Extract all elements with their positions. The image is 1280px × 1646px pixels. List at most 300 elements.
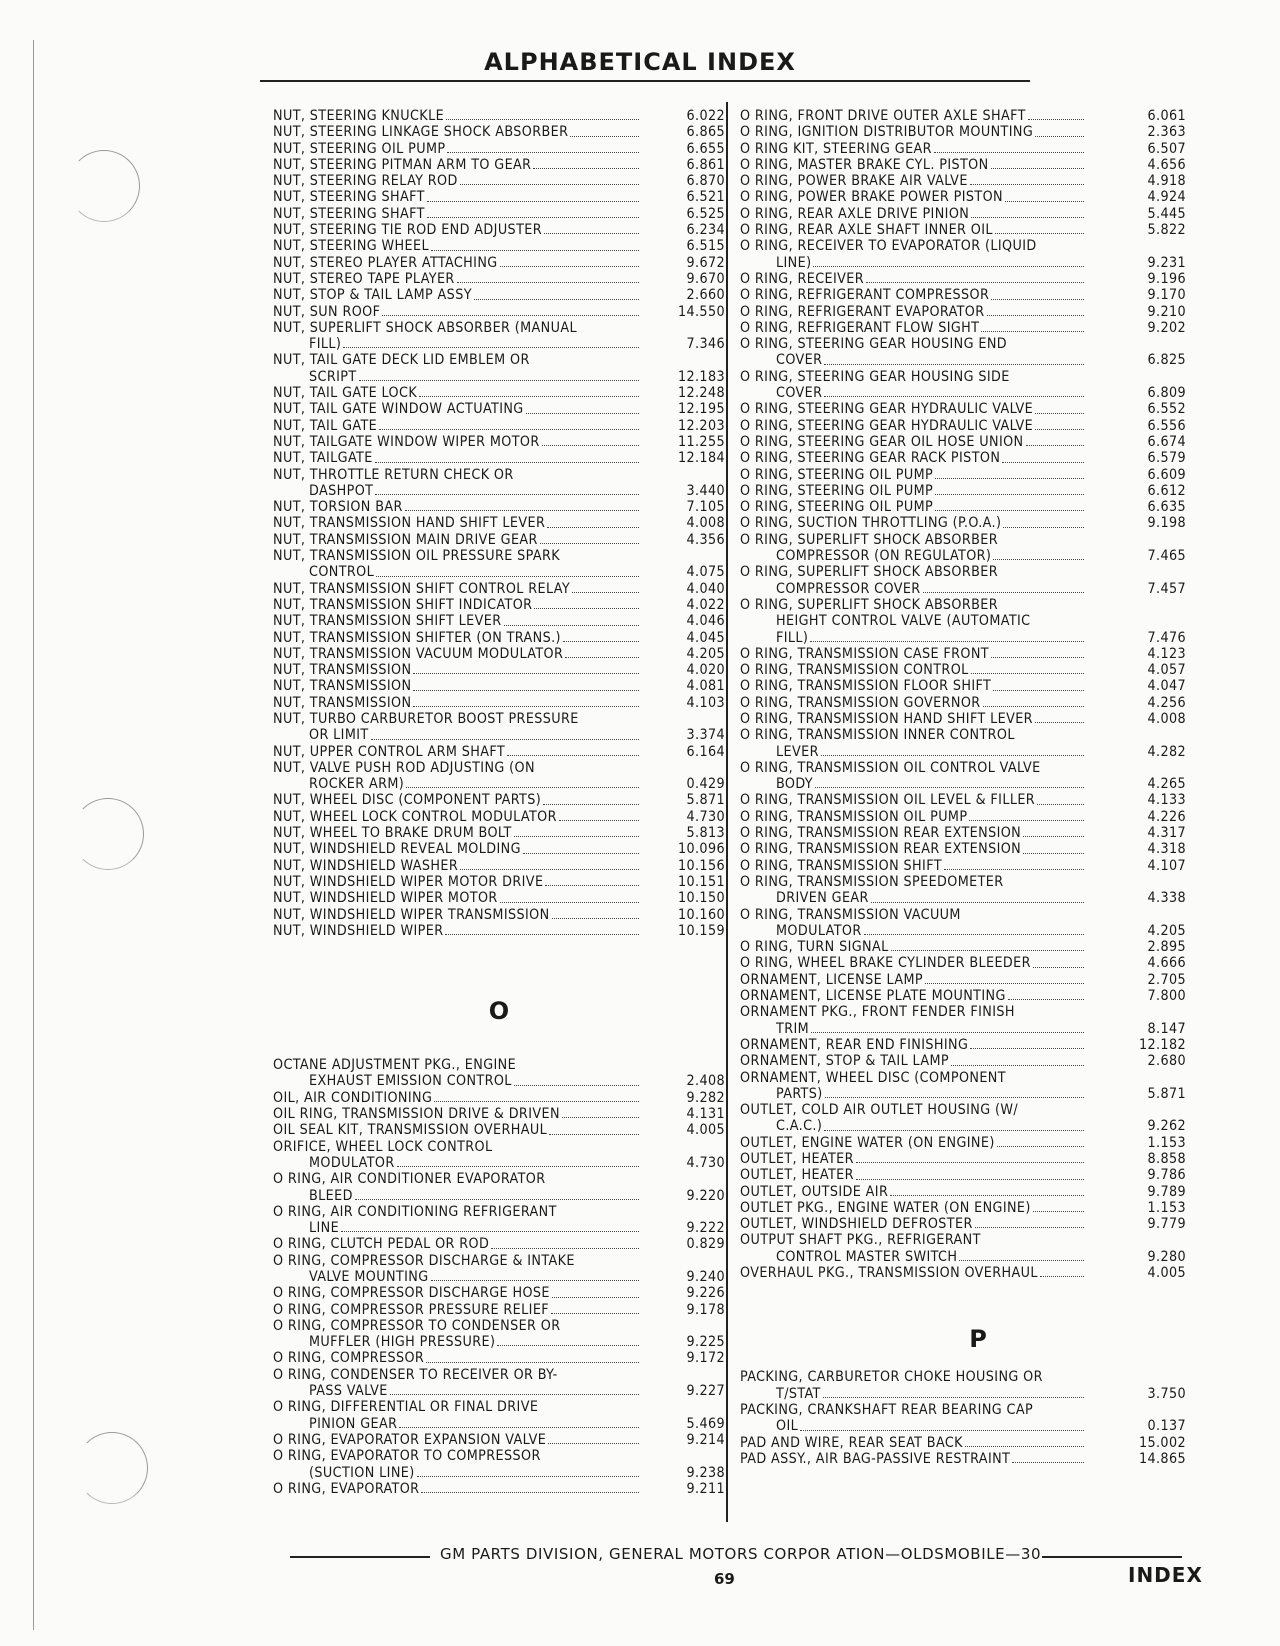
index-entry (273, 548, 725, 581)
section-letter-o: O (488, 997, 510, 1026)
index-entry (273, 1367, 725, 1400)
index-entry (273, 597, 725, 613)
index-entry (273, 923, 725, 939)
dot-leader (991, 657, 1084, 658)
entry-page-number: 4.107 (1147, 857, 1186, 874)
entry-text: SCRIPT (309, 368, 357, 385)
dot-leader (1008, 999, 1084, 1000)
entry-text: O RING, DIFFERENTIAL OR FINAL DRIVE (273, 1399, 539, 1416)
entry-text: NUT, TRANSMISSION HAND SHIFT LEVER (273, 515, 546, 532)
entry-text: O RING, REFRIGERANT FLOW SIGHT (740, 319, 980, 336)
index-entry (740, 564, 1186, 597)
dot-leader (987, 315, 1084, 316)
entry-page-number: 4.338 (1147, 890, 1186, 907)
dot-leader (371, 739, 639, 740)
dot-leader (427, 217, 639, 218)
entry-page-number: 4.005 (1147, 1265, 1186, 1282)
dot-leader (474, 299, 639, 300)
entry-text: ORNAMENT, LICENSE LAMP (740, 971, 923, 988)
index-entry (273, 678, 725, 694)
index-entry (273, 157, 725, 173)
entry-text: NUT, TORSION BAR (273, 499, 403, 516)
dot-leader (1035, 136, 1084, 137)
index-entry (273, 1204, 725, 1237)
dot-leader (1026, 445, 1085, 446)
entry-page-number: 6.612 (1147, 482, 1186, 499)
entry-text: O RING, STEERING OIL PUMP (740, 482, 934, 499)
entry-text: O RING, RECEIVER (740, 270, 865, 287)
entry-text: O RING, EVAPORATOR TO COMPRESSOR (273, 1448, 541, 1465)
entry-page-number: 7.800 (1147, 988, 1186, 1005)
index-entry (740, 418, 1186, 434)
entry-text: NUT, WINDSHIELD REVEAL MOLDING (273, 841, 521, 858)
entry-text: O RING, SUPERLIFT SHOCK ABSORBER (740, 564, 998, 581)
index-group-o-continued (740, 108, 1186, 1281)
section-letter-p: P (969, 1325, 987, 1354)
entry-text: NUT, STEREO PLAYER ATTACHING (273, 254, 498, 271)
entry-page-number: 8.858 (1147, 1151, 1186, 1167)
index-entry (740, 825, 1186, 841)
index-entry (740, 222, 1186, 238)
dot-leader (540, 543, 639, 544)
entry-text: NUT, TAILGATE WINDOW WIPER MOTOR (273, 433, 540, 450)
entry-page-number: 9.227 (686, 1383, 725, 1400)
index-entry (740, 858, 1186, 874)
entry-text: NUT, TAIL GATE LOCK (273, 385, 418, 402)
entry-page-number: 4.205 (1147, 922, 1186, 939)
entry-text: NUT, TAIL GATE WINDOW ACTUATING (273, 401, 524, 418)
entry-text: ORNAMENT, WHEEL DISC (COMPONENT (740, 1069, 1006, 1086)
entry-text: MODULATOR (309, 1154, 395, 1171)
entry-page-number: 12.195 (677, 401, 725, 418)
entry-page-number: 4.730 (686, 1154, 725, 1171)
index-entry (740, 678, 1186, 694)
entry-text: O RING, AIR CONDITIONING REFRIGERANT (273, 1203, 557, 1220)
entry-page-number: 4.022 (686, 596, 725, 613)
entry-text: O RING, SUPERLIFT SHOCK ABSORBER (740, 596, 998, 613)
entry-page-number: 2.660 (686, 287, 725, 304)
dot-leader (405, 510, 639, 511)
entry-page-number: 6.861 (686, 156, 725, 173)
dot-leader (825, 1097, 1084, 1098)
entry-text: PACKING, CRANKSHAFT REAR BEARING CAP (740, 1401, 1034, 1418)
entry-text: HEIGHT CONTROL VALVE (AUTOMATIC (776, 613, 1031, 630)
index-entry (740, 1216, 1186, 1232)
entry-text: PAD AND WIRE, REAR SEAT BACK (740, 1434, 963, 1451)
entry-page-number: 2.895 (1147, 939, 1186, 956)
entry-text: ORIFICE, WHEEL LOCK CONTROL (273, 1138, 493, 1155)
index-entry (740, 809, 1186, 825)
index-entry (273, 418, 725, 434)
dot-leader (1037, 804, 1084, 805)
index-entry (273, 695, 725, 711)
entry-page-number: 12.182 (1138, 1036, 1186, 1053)
index-entry (740, 1102, 1186, 1135)
entry-text: NUT, STEERING KNUCKLE (273, 108, 445, 124)
entry-text: O RING, COMPRESSOR PRESSURE RELIEF (273, 1301, 550, 1318)
dot-leader (491, 1248, 639, 1249)
dot-leader (565, 657, 639, 658)
entry-page-number: 2.363 (1147, 124, 1186, 141)
dot-leader (460, 869, 639, 870)
entry-page-number: 6.515 (686, 238, 725, 255)
entry-text: OUTLET, OUTSIDE AIR (740, 1183, 889, 1200)
entry-page-number: 6.556 (1147, 417, 1186, 434)
dot-leader (559, 820, 639, 821)
dot-leader (457, 282, 639, 283)
entry-page-number: 4.133 (1147, 792, 1186, 809)
entry-text: MUFFLER (HIGH PRESSURE) (309, 1334, 496, 1351)
entry-page-number: 10.159 (677, 922, 725, 939)
entry-text: OUTLET PKG., ENGINE WATER (ON ENGINE) (740, 1199, 1031, 1216)
entry-page-number: 4.046 (686, 613, 725, 630)
entry-text: O RING, CLUTCH PEDAL OR ROD (273, 1236, 490, 1253)
index-entry (740, 955, 1186, 971)
entry-text: O RING, REFRIGERANT COMPRESSOR (740, 287, 990, 304)
entry-page-number: 3.750 (1147, 1385, 1186, 1402)
dot-leader (993, 559, 1084, 560)
entry-page-number: 4.045 (686, 629, 725, 646)
index-entry (273, 1350, 725, 1366)
entry-text: O RING, TRANSMISSION SHIFT (740, 857, 942, 874)
entry-text: NUT, WINDSHIELD WIPER MOTOR (273, 890, 498, 907)
entry-text: NUT, WINDSHIELD WASHER (273, 857, 459, 874)
index-entry (740, 1167, 1186, 1183)
entry-page-number: 12.183 (677, 368, 725, 385)
dot-leader (935, 478, 1084, 479)
entry-page-number: 14.550 (677, 303, 725, 320)
entry-page-number: 9.280 (1147, 1248, 1186, 1265)
entry-page-number: 12.248 (677, 385, 725, 402)
dot-leader (390, 1394, 639, 1395)
entry-text: O RING, TRANSMISSION CASE FRONT (740, 645, 989, 662)
index-entry (273, 467, 725, 500)
entry-page-number: 9.170 (1147, 287, 1186, 304)
entry-page-number: 0.137 (1147, 1418, 1186, 1435)
index-entry (273, 809, 725, 825)
entry-page-number: 9.226 (686, 1285, 725, 1302)
entry-page-number: 4.008 (686, 515, 725, 532)
index-entry (740, 401, 1186, 417)
entry-text: OIL (776, 1418, 799, 1435)
entry-page-number: 4.103 (686, 694, 725, 711)
entry-page-number: 2.705 (1147, 971, 1186, 988)
index-entry (740, 141, 1186, 157)
entry-text: NUT, WINDSHIELD WIPER TRANSMISSION (273, 906, 550, 923)
entry-text: NUT, WINDSHIELD WIPER MOTOR DRIVE (273, 873, 544, 890)
entry-page-number: 7.105 (686, 499, 725, 516)
index-entry (740, 939, 1186, 955)
entry-text: O RING, REAR AXLE SHAFT INNER OIL (740, 222, 993, 239)
entry-text: ORNAMENT, REAR END FINISHING (740, 1036, 969, 1053)
index-entry (273, 874, 725, 890)
index-entry (740, 304, 1186, 320)
entry-text: OIL, AIR CONDITIONING (273, 1089, 433, 1106)
index-entry (273, 1253, 725, 1286)
entry-text: NUT, STEERING SHAFT (273, 205, 425, 222)
index-entry (740, 157, 1186, 173)
dot-leader (421, 1492, 639, 1493)
dot-leader (1033, 1211, 1084, 1212)
dot-leader (504, 625, 640, 626)
dot-leader (534, 608, 639, 609)
dot-leader (413, 673, 639, 674)
entry-text: O RING, TURN SIGNAL (740, 939, 889, 956)
dot-leader (446, 119, 639, 120)
entry-page-number: 9.172 (686, 1350, 725, 1367)
entry-text: O RING, EVAPORATOR (273, 1480, 420, 1497)
entry-text: O RING, REFRIGERANT EVAPORATOR (740, 303, 985, 320)
entry-text: NUT, TURBO CARBURETOR BOOST PRESSURE (273, 710, 579, 727)
entry-page-number: 6.521 (686, 189, 725, 206)
entry-page-number: 9.262 (1147, 1118, 1186, 1135)
entry-page-number: 4.226 (1147, 808, 1186, 825)
index-entry (273, 141, 725, 157)
entry-text: O RING, REAR AXLE DRIVE PINION (740, 205, 970, 222)
dot-leader (413, 706, 639, 707)
dot-leader (971, 673, 1084, 674)
entry-page-number: 10.160 (677, 906, 725, 923)
dot-leader (445, 934, 639, 935)
index-entry (740, 1451, 1186, 1467)
entry-page-number: 6.865 (686, 124, 725, 141)
dot-leader (545, 885, 639, 886)
index-entry (273, 287, 725, 303)
index-entry (740, 271, 1186, 287)
index-entry (273, 189, 725, 205)
entry-text: NUT, WHEEL TO BRAKE DRUM BOLT (273, 825, 512, 842)
index-entry (740, 1070, 1186, 1103)
entry-text: O RING, POWER BRAKE AIR VALVE (740, 173, 968, 190)
entry-text: NUT, WHEEL DISC (COMPONENT PARTS) (273, 792, 542, 809)
entry-text: O RING, COMPRESSOR (273, 1350, 425, 1367)
dot-leader (572, 592, 639, 593)
entry-text: O RING, TRANSMISSION SPEEDOMETER (740, 873, 1004, 890)
entry-page-number: 9.214 (686, 1431, 725, 1448)
dot-leader (547, 527, 639, 528)
entry-page-number: 5.822 (1147, 222, 1186, 239)
entry-text: O RING, TRANSMISSION FLOOR SHIFT (740, 678, 992, 695)
index-entry (273, 1318, 725, 1351)
index-entry (740, 597, 1186, 646)
entry-page-number: 4.131 (686, 1106, 725, 1123)
entry-page-number: 3.440 (686, 482, 725, 499)
entry-text: O RING, STEERING OIL PUMP (740, 499, 934, 516)
title-rule (260, 80, 1030, 82)
entry-text: O RING, MASTER BRAKE CYL. PISTON (740, 156, 989, 173)
index-entry (740, 907, 1186, 940)
entry-text: O RING, STEERING GEAR HOUSING END (740, 336, 1008, 353)
entry-text: T/STAT (776, 1385, 821, 1402)
index-entry (273, 662, 725, 678)
entry-text: O RING, TRANSMISSION REAR EXTENSION (740, 841, 1022, 858)
index-entry (273, 1090, 725, 1106)
entry-text: NUT, TRANSMISSION (273, 662, 412, 679)
entry-page-number: 1.153 (1147, 1134, 1186, 1151)
index-entry (740, 792, 1186, 808)
entry-page-number: 6.164 (686, 743, 725, 760)
index-entry (273, 206, 725, 222)
index-entry (273, 385, 725, 401)
entry-page-number: 6.609 (1147, 466, 1186, 483)
dot-leader (543, 804, 639, 805)
index-entry (740, 1184, 1186, 1200)
entry-page-number: 9.238 (686, 1464, 725, 1481)
index-entry (740, 1053, 1186, 1069)
dot-leader (864, 934, 1084, 935)
entry-page-number: 9.202 (1147, 319, 1186, 336)
entry-page-number: 6.655 (686, 140, 725, 157)
entry-text: LINE (309, 1220, 340, 1237)
dot-leader (1005, 201, 1084, 202)
index-entry (740, 1435, 1186, 1451)
index-entry (273, 515, 725, 531)
dot-leader (951, 1065, 1084, 1066)
entry-text: COVER (776, 385, 823, 402)
entry-page-number: 4.282 (1147, 743, 1186, 760)
index-entry (273, 532, 725, 548)
dot-leader (500, 902, 639, 903)
index-entry (273, 173, 725, 189)
entry-page-number: 9.670 (686, 270, 725, 287)
entry-page-number: 1.153 (1147, 1199, 1186, 1216)
entry-page-number: 4.666 (1147, 955, 1186, 972)
entry-text: NUT, TRANSMISSION (273, 694, 412, 711)
entry-page-number: 5.469 (686, 1415, 725, 1432)
index-entry (273, 1057, 725, 1090)
entry-text: PASS VALVE (309, 1383, 388, 1400)
index-entry (273, 1171, 725, 1204)
binder-hole (68, 150, 140, 222)
index-entry (273, 744, 725, 760)
dot-leader (824, 364, 1084, 365)
dot-leader (934, 152, 1084, 153)
index-entry (740, 972, 1186, 988)
index-entry (740, 711, 1186, 727)
entry-page-number: 0.829 (686, 1236, 725, 1253)
entry-page-number: 6.552 (1147, 401, 1186, 418)
entry-text: OUTPUT SHAFT PKG., REFRIGERANT (740, 1232, 981, 1249)
entry-page-number: 9.211 (686, 1480, 725, 1497)
entry-text: O RING, STEERING OIL PUMP (740, 466, 934, 483)
entry-text: TRIM (776, 1020, 810, 1037)
entry-page-number: 10.150 (677, 890, 725, 907)
entry-page-number: 9.198 (1147, 515, 1186, 532)
entry-text: O RING, TRANSMISSION REAR EXTENSION (740, 825, 1022, 842)
footer-text: GM PARTS DIVISION, GENERAL MOTORS CORPOR ATION—OLDSMOBILE—30 (440, 1545, 1042, 1563)
dot-leader (406, 787, 639, 788)
entry-page-number: 9.178 (686, 1301, 725, 1318)
index-entry (273, 792, 725, 808)
entry-text: O RING, STEERING GEAR HYDRAULIC VALVE (740, 417, 1034, 434)
index-entry (740, 727, 1186, 760)
entry-text: O RING, TRANSMISSION CONTROL (740, 662, 969, 679)
entry-page-number: 6.507 (1147, 140, 1186, 157)
index-entry (740, 532, 1186, 565)
dot-leader (460, 184, 639, 185)
dot-leader (810, 641, 1084, 642)
index-entry (273, 499, 725, 515)
dot-leader (981, 331, 1084, 332)
index-group-p (740, 1369, 1186, 1467)
entry-text: O RING KIT, STEERING GEAR (740, 140, 932, 157)
entry-text: OUTLET, HEATER (740, 1151, 854, 1167)
dot-leader (500, 266, 639, 267)
entry-text: NUT, TRANSMISSION (273, 678, 412, 695)
entry-page-number: 4.256 (1147, 694, 1186, 711)
entry-text: PACKING, CARBURETOR CHOKE HOUSING OR (740, 1369, 1043, 1386)
index-entry (273, 1122, 725, 1138)
dot-leader (375, 462, 639, 463)
index-entry (273, 630, 725, 646)
index-entry (273, 907, 725, 923)
entry-page-number: 10.096 (677, 841, 725, 858)
index-entry (740, 238, 1186, 271)
dot-leader (997, 1146, 1084, 1147)
entry-text: DRIVEN GEAR (776, 890, 869, 907)
entry-page-number: 8.147 (1147, 1020, 1186, 1037)
dot-leader (813, 266, 1084, 267)
entry-page-number: 4.317 (1147, 825, 1186, 842)
right-column (740, 108, 1186, 1467)
dot-leader (563, 641, 639, 642)
entry-text: DASHPOT (309, 482, 374, 499)
index-entry (273, 858, 725, 874)
entry-page-number: 6.234 (686, 222, 725, 239)
dot-leader (542, 445, 639, 446)
dot-leader (944, 869, 1084, 870)
entry-text: OUTLET, WINDSHIELD DEFROSTER (740, 1216, 973, 1233)
entry-text: O RING, TRANSMISSION VACUUM (740, 906, 961, 923)
entry-text: NUT, TRANSMISSION OIL PRESSURE SPARK (273, 548, 561, 565)
entry-page-number: 2.680 (1147, 1053, 1186, 1070)
dot-leader (925, 983, 1084, 984)
dot-leader (552, 918, 639, 919)
dot-leader (426, 1362, 639, 1363)
entry-text: O RING, RECEIVER TO EVAPORATOR (LIQUID (740, 238, 1037, 255)
index-entry (273, 434, 725, 450)
index-entry (740, 434, 1186, 450)
entry-text: NUT, TAILGATE (273, 450, 373, 467)
entry-page-number: 10.151 (677, 873, 725, 890)
dot-leader (434, 1101, 639, 1102)
entry-text: OIL RING, TRANSMISSION DRIVE & DRIVEN (273, 1106, 560, 1123)
footer-rule-left (290, 1556, 430, 1558)
entry-page-number: 4.123 (1147, 645, 1186, 662)
entry-text: O RING, POWER BRAKE POWER PISTON (740, 189, 1003, 206)
dot-leader (382, 315, 639, 316)
index-entry (273, 1139, 725, 1172)
dot-leader (427, 201, 639, 202)
index-entry (273, 646, 725, 662)
entry-text: NUT, STEERING OIL PUMP (273, 140, 446, 157)
index-entry (740, 173, 1186, 189)
index-entry (740, 336, 1186, 369)
entry-text: CONTROL (309, 564, 375, 581)
entry-text: O RING, STEERING GEAR HYDRAULIC VALVE (740, 401, 1034, 418)
dot-leader (359, 380, 639, 381)
dot-leader (399, 1427, 639, 1428)
entry-page-number: 12.203 (677, 417, 725, 434)
index-entry (740, 1265, 1186, 1281)
entry-page-number: 7.457 (1147, 580, 1186, 597)
entry-page-number: 11.255 (677, 433, 725, 450)
index-entry (273, 255, 725, 271)
index-entry (740, 287, 1186, 303)
dot-leader (975, 1227, 1084, 1228)
entry-page-number: 9.222 (686, 1220, 725, 1237)
entry-page-number: 9.210 (1147, 303, 1186, 320)
